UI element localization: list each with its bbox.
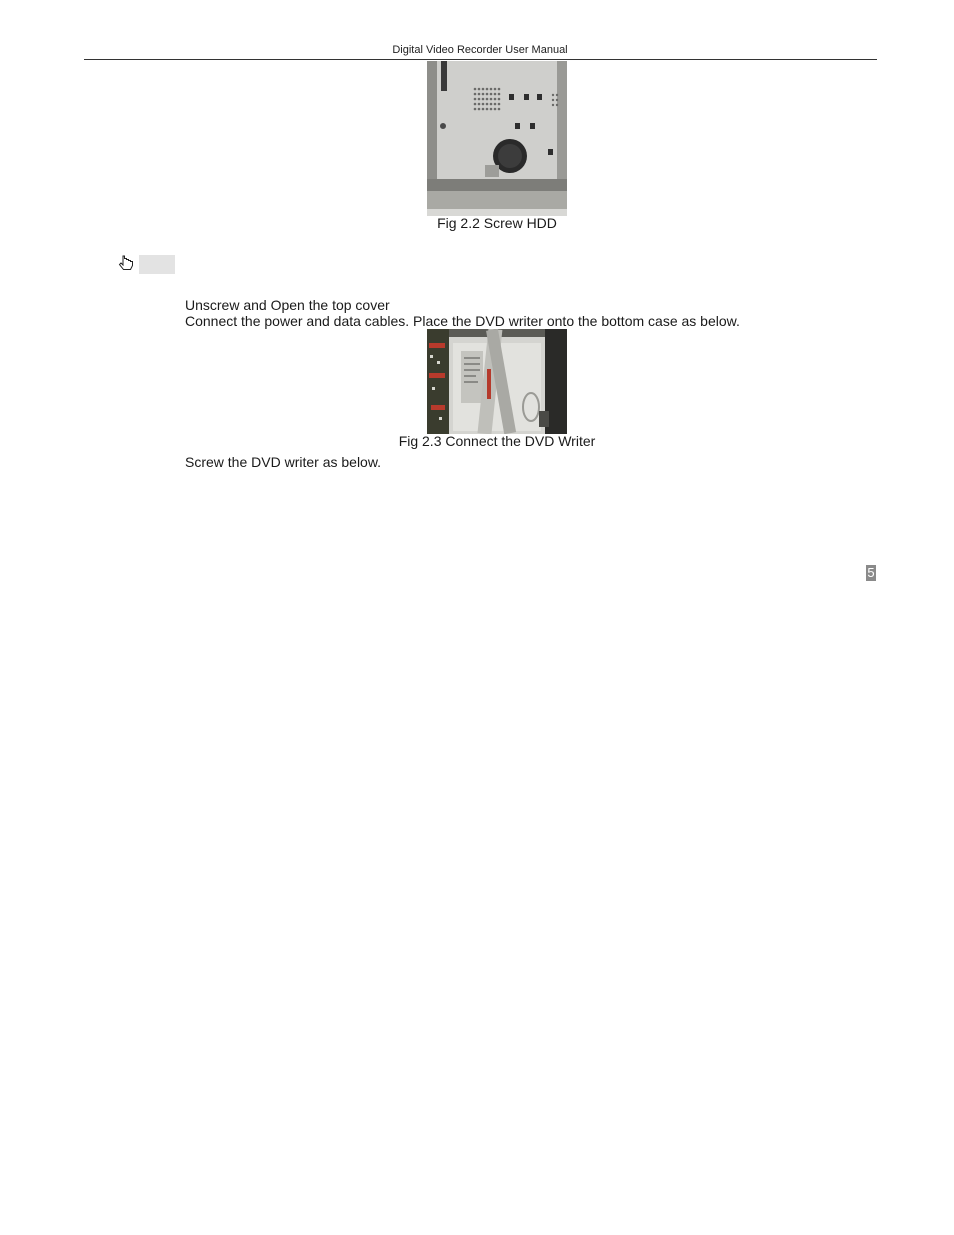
dvd-writer-photo [427,329,567,434]
note-label-box [139,255,175,274]
step-text: Unscrew and Open the top cover [185,297,390,313]
header-divider [84,59,877,60]
figure-caption: Fig 2.3 Connect the DVD Writer [398,433,596,449]
page-number: 5 [867,565,875,580]
step-text: Screw the DVD writer as below. [185,454,382,470]
figure-caption: Fig 2.2 Screw HDD [437,215,557,231]
step-text: Connect the power and data cables. Place the DVD writer onto the bottom case as below. [185,313,740,329]
pointing-hand-icon [117,254,137,274]
header-title: Digital Video Recorder User Manual [392,44,568,56]
hdd-photo [427,61,567,216]
